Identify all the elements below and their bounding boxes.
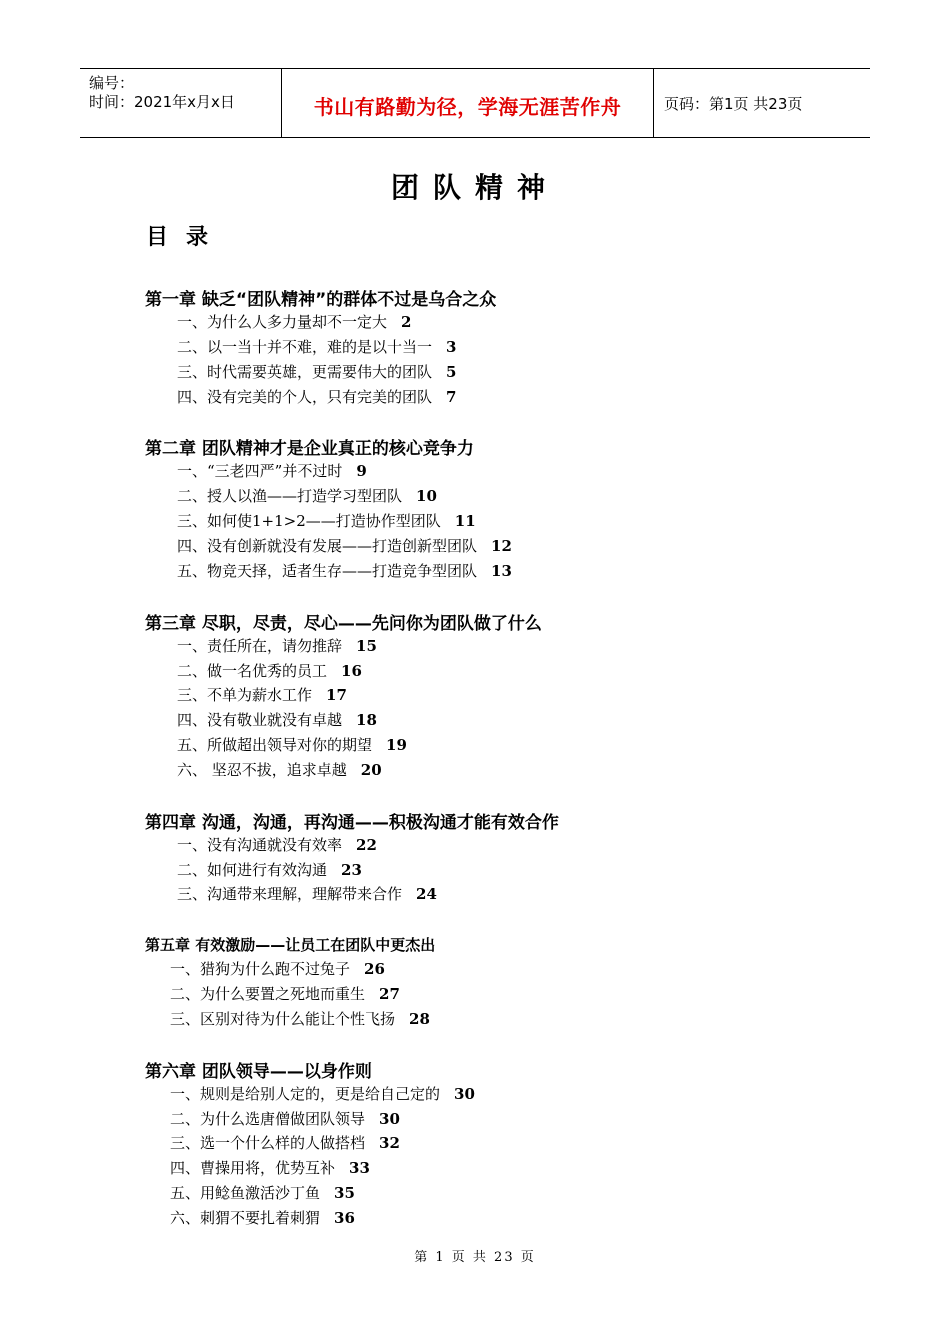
toc-item-text: 一、没有沟通就没有效率 [177,836,343,854]
toc-item-text: 三、区别对待为什么能让个性飞扬 [170,1010,396,1028]
toc-item-page: 35 [334,1184,355,1202]
toc-item [177,535,512,556]
toc-item [177,311,411,332]
toc-item-text: 三、时代需要英雄，更需要伟大的团队 [177,363,433,381]
header-table [80,68,870,138]
header-left-cell [80,69,282,137]
toc-item-text: 二、授人以渔——打造学习型团队 [177,487,403,505]
toc-item-page: 17 [326,686,347,704]
toc-item-text: 二、为什么要置之死地而重生 [170,985,366,1003]
toc-item-page: 12 [491,537,512,555]
toc-item [170,1207,355,1228]
chapter-title: 第三章 尽职，尽责，尽心——先问你为团队做了什么 [145,614,542,634]
toc-item [177,510,476,531]
chapter-title: 第二章 团队精神才是企业真正的核心竞争力 [145,439,474,459]
time-label: 时间：2021年x月x日 [89,93,235,111]
toc-item-page: 26 [364,960,385,978]
toc-item-page: 33 [349,1159,370,1177]
page-footer: 第 1 页 共 23 页 [414,1250,536,1265]
chapter-title: 第一章 缺乏“团队精神”的群体不过是乌合之众 [145,290,497,310]
toc-item-text: 一、责任所在，请勿推辞 [177,637,343,655]
toc-item [177,560,512,581]
toc-item [177,460,367,481]
toc-item-text: 二、为什么选唐僧做团队领导 [170,1110,366,1128]
toc-item-page: 19 [386,736,407,754]
toc-item-page: 23 [341,861,362,879]
toc-item-page: 2 [401,313,412,331]
toc-item-text: 四、没有完美的个人，只有完美的团队 [177,388,433,406]
toc-item [170,1157,370,1178]
toc-item [177,859,362,880]
toc-item-page: 5 [446,363,457,381]
toc-item [177,635,377,656]
toc-item-text: 二、以一当十并不难，难的是以十当一 [177,338,433,356]
toc-item-text: 一、为什么人多力量却不一定大 [177,313,388,331]
toc-item [177,684,347,705]
toc-item [177,834,377,855]
chapter-title: 第五章 有效激励——让员工在团队中更杰出 [145,936,436,954]
toc-item [170,1182,355,1203]
toc-item-page: 32 [379,1134,400,1152]
header-center-cell [282,69,654,137]
toc-item-text: 六、 坚忍不拔，追求卓越 [177,761,347,779]
toc-item-page: 10 [416,487,437,505]
toc-item [170,1132,400,1153]
toc-item-text: 三、沟通带来理解，理解带来合作 [177,885,403,903]
toc-item-page: 36 [334,1209,355,1227]
toc-item-page: 9 [356,462,367,480]
motto: 书山有路勤为径，学海无涯苦作舟 [313,95,622,119]
toc-item-text: 一、规则是给别人定的，更是给自己定的 [170,1085,441,1103]
toc-item [170,958,385,979]
toc-item-text: 五、物竞天择，适者生存——打造竞争型团队 [177,562,478,580]
toc-item-text: 五、用鲶鱼激活沙丁鱼 [170,1184,321,1202]
toc-item [177,759,382,780]
toc-item-text: 四、没有敬业就没有卓越 [177,711,343,729]
toc-item-page: 15 [356,637,377,655]
toc-item-text: 三、不单为薪水工作 [177,686,313,704]
document-title: 团队精神 [390,171,559,204]
toc-item-page: 28 [409,1010,430,1028]
toc-item-page: 13 [491,562,512,580]
toc-item [177,709,377,730]
toc-item-text: 四、没有创新就没有发展——打造创新型团队 [177,537,478,555]
toc-item-page: 20 [360,761,382,779]
toc-item [177,361,456,382]
toc-item-page: 30 [454,1085,475,1103]
toc-item-page: 11 [454,512,476,530]
toc-item [177,485,437,506]
toc-item-text: 一、猎狗为什么跑不过兔子 [170,960,351,978]
toc-item [170,1008,430,1029]
toc-item [177,734,407,755]
chapter-title: 第六章 团队领导——以身作则 [145,1062,372,1082]
toc-item-text: 一、“三老四严”并不过时 [177,462,343,480]
toc-item-page: 24 [416,885,437,903]
toc-item-text: 四、曹操用将，优势互补 [170,1159,336,1177]
toc-item [177,660,362,681]
toc-item-text: 三、选一个什么样的人做搭档 [170,1134,366,1152]
toc-item-page: 16 [341,662,362,680]
toc-item [170,983,400,1004]
toc-heading: 目录 [146,225,227,250]
toc-item-text: 二、做一名优秀的员工 [177,662,328,680]
toc-item [177,883,437,904]
toc-item-text: 三、如何使1+1>2——打造协作型团队 [177,512,441,530]
toc-item-page: 7 [446,388,457,406]
toc-item [177,386,456,407]
toc-item-text: 二、如何进行有效沟通 [177,861,328,879]
header-right-cell [654,69,870,137]
number-label: 编号： [89,74,135,92]
toc-item [177,336,456,357]
toc-item-text: 六、刺猬不要扎着刺猬 [170,1209,321,1227]
toc-item-page: 27 [379,985,400,1003]
chapter-title: 第四章 沟通，沟通，再沟通——积极沟通才能有效合作 [145,813,559,833]
toc-item [170,1108,400,1129]
toc-item-page: 18 [356,711,377,729]
toc-item-page: 30 [379,1110,400,1128]
toc-item [170,1083,475,1104]
toc-item-page: 3 [446,338,457,356]
page-info: 页码：第1页 共23页 [664,95,803,113]
toc-item-text: 五、所做超出领导对你的期望 [177,736,373,754]
toc-item-page: 22 [356,836,377,854]
